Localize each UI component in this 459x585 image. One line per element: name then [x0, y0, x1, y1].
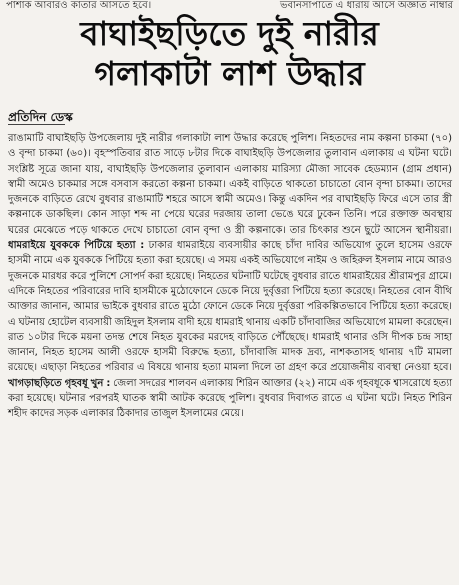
byline-underline [8, 124, 65, 125]
subheading-khagrachari: খাগড়াছড়িতে গৃহবধূ খুন : [8, 377, 111, 389]
byline: প্রতিদিন ডেস্ক [8, 110, 73, 124]
fragment-right: ভবানসাপাতে এ ধারায় আসে অজ্ঞাত নাম্বার [280, 0, 453, 11]
headline [0, 14, 459, 94]
previous-article-fragment [0, 0, 459, 12]
paragraph-text-2: ঢাকার ধামরাইয়ে ব্যবসায়ীর কাছে চাঁদা দাবির অভিযোগ তুলে হাসেম ওরফে হাসমী নামে এক যুবককে পিটিয়ে হত্যা করা হয়েছে। এ সময় একই অভিযোগে নাইম ও জহিরুল ইসলাম নামে আরও দুজনকে মারধর করে পুলিশে সোপর্দ করা হয়েছে। নিহতের ঘটনাটি ঘটেছে বুধবার রাতে ধামরাইয়ের শ্রীরামপুর গ্রামে। এদিকে নিহতের পরিবারের দাবি হাসমীকে মুঠোফোনে ডেকে নিয়ে দুর্বৃত্তরা পিটিয়ে হত্যা করেছে। নিহতের বোন বীথি আক্তার জানান, আমার ভাইকে বুধবার রাতে মুঠো ফোনে ডেকে নিয়ে দুর্বৃত্তরা পরিকল্পিতভাবে পিটিয়ে হত্যা করেছে। এ ঘটনায় হোটেল ব্যবসায়ী জহিদুল ইসলাম বাদী হয়ে ধামরাই থানায় একটি চাঁদাবাজির অভিযোগে মামলা করেছেন। রাত ১০টার দিকে ময়না তদন্ত শেষে নিহত যুবকের মরদেহ বাড়িতে পৌঁছেছে। ধামরাই থানার ওসি দীপক চন্দ্র সাহা জানান, নিহত হাসেম আলী ওরফে হাসমী বিরুদ্ধে হত্যা, চাঁদাবাজি মাদক দ্রব্য, নাশকতাসহ থানায় ৭টি মামলা রয়েছে। এছাড়া নিহতের পরিবার এ বিষয়ে থানায় হত্যা মামলা দিলে তা গ্রহণ করে প্রয়োজনীয় ব্যবস্থা নেওয়া হবে। [8, 240, 452, 374]
article-paragraph [8, 131, 452, 422]
fragment-left: পাশাক আবারও কাতার আসতে হবে। [6, 0, 152, 11]
paragraph-text-3: জেলা সদরের শালবন এলাকায় শিরিন আক্তার (২২) নামে এক গৃহবধূকে শ্বাসরোধে হত্যা করা হয়েছে। ঘটনার পরপরই ঘাতক স্বামী আটক করেছে পুলিশ। বুধবার দিবাগত রাতে এ ঘটনা ঘটে। নিহত শিরিন শহীদ কাদের সড়ক এলাকার ঠিকাদার তাজুল ইসলামের মেয়ে। [8, 377, 452, 420]
paragraph-text-1: রাঙামাটি বাঘাইছড়ি উপজেলায় দুই নারীর গলাকাটা লাশ উদ্ধার করেছে পুলিশ। নিহতদের নাম কল্পনা চাকমা (৭০) ও বৃন্দা চাকমা (৬০)। বৃহস্পতিবার রাত সাড়ে ৮টার দিকে বাঘাইছড়ি উপজেলার তুলাবান এলাকায় এ ঘটনা ঘটে। সংশ্লিষ্ট সূত্রে জানা যায়, বাঘাইছড়ি উপজেলার তুলাবান এলাকায় মারিস্যা মৌজা সাবেক হেডম্যান (গ্রাম প্রধান) স্বামী অমেও চাকমার সঙ্গে বসবাস করতো কল্পনা চাকমা। একই বাড়িতে থাকতো চাচাতো বোন বৃন্দা চাকমা। তাদের দুজনকে বাড়িতে রেখে বুধবার রাঙামাটি শহরে আসে স্বামী অমেও। কিন্তু একদিন পর বাঘাইছড়ি ফিরে এসে তার স্ত্রী কল্পনাকে ডাকছিল। কোন সাড়া শব্দ না পেয়ে ঘরের দরজায় তালা ভেঙে ঘরে ঢুকেন তিনি। পরে রক্তাক্ত অবস্থায় ঘরের মেঝেতে পড়ে থাকতে দেখে চাচাতো বোন বৃন্দা ও স্ত্রী কল্পনাকে। তার চিৎকার শুনে ছুটে আসেন স্থানীয়রা। [8, 133, 452, 236]
headline-line-1: বাঘাইছড়িতে দুই নারীর [80, 14, 379, 53]
headline-line-2: গলাকাটা লাশ উদ্ধার [94, 54, 365, 93]
subheading-dhamrai: ধামরাইয়ে যুবককে পিটিয়ে হত্যা : [8, 240, 145, 252]
article-body [8, 131, 452, 422]
